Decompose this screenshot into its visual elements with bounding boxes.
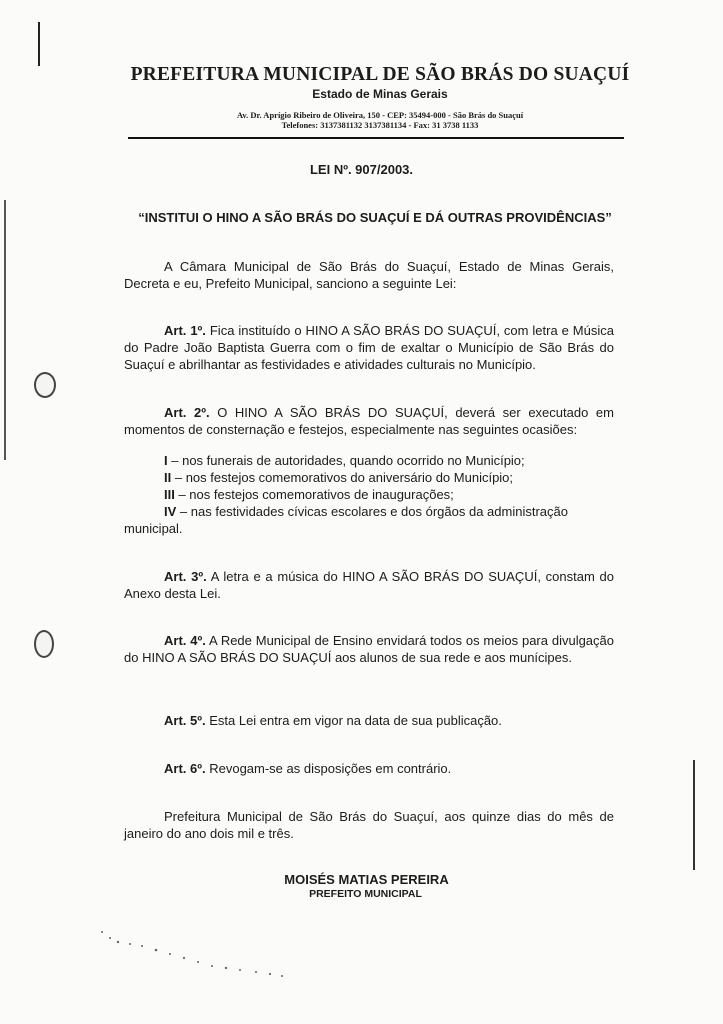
article-4 xyxy=(124,632,614,666)
letterhead-divider xyxy=(128,137,624,139)
article-label: Art. 1º. xyxy=(164,323,206,338)
law-number: LEI Nº. 907/2003. xyxy=(309,162,414,177)
letterhead-state: Estado de Minas Gerais xyxy=(312,87,448,101)
closing-text: Prefeitura Municipal de São Brás do Suaçuí, aos quinze dias do mês de janeiro do ano dois mil e três. xyxy=(124,809,614,841)
list-item xyxy=(164,469,614,486)
list-item xyxy=(164,486,614,503)
article-text: Revogam-se as disposições em contrário. xyxy=(209,761,452,776)
list-item xyxy=(164,503,614,520)
occasions-list xyxy=(164,452,614,520)
list-item-text: – nas festividades cívicas escolares e dos órgãos da administração xyxy=(179,504,568,519)
occasions-continuation: municipal. xyxy=(124,521,183,536)
list-item-text: – nos festejos comemorativos do aniversário do Município; xyxy=(174,470,514,485)
preamble-paragraph xyxy=(124,258,614,292)
signatory-name: MOISÉS MATIAS PEREIRA xyxy=(284,872,449,887)
list-item-text: – nos festejos comemorativos de inaugurações; xyxy=(178,487,454,502)
scan-edge-mark xyxy=(38,22,40,66)
preamble-text: A Câmara Municipal de São Brás do Suaçuí, Estado de Minas Gerais, Decreta e eu, Prefeito Municipal, sanciono a seguinte Lei: xyxy=(124,259,614,291)
article-label: Art. 6º. xyxy=(164,761,206,776)
article-6 xyxy=(124,760,614,777)
letterhead-title: PREFEITURA MUNICIPAL DE SÃO BRÁS DO SUAÇUÍ xyxy=(130,64,630,85)
article-2 xyxy=(124,404,614,438)
list-numeral: III xyxy=(164,487,175,502)
letterhead xyxy=(100,64,660,130)
list-item xyxy=(164,452,614,469)
article-label: Art. 3º. xyxy=(164,569,207,584)
scan-noise xyxy=(100,930,300,980)
article-text: A letra e a música do HINO A SÃO BRÁS DO SUAÇUÍ, constam do Anexo desta Lei. xyxy=(124,569,614,601)
article-text: O HINO A SÃO BRÁS DO SUAÇUÍ, deverá ser executado em momentos de consternação e festejos, especialmente nas seguintes ocasiões: xyxy=(124,405,614,437)
article-5 xyxy=(124,712,614,729)
article-1 xyxy=(124,322,614,373)
article-label: Art. 2º. xyxy=(164,405,210,420)
article-text: A Rede Municipal de Ensino envidará todos os meios para divulgação do HINO A SÃO BRÁS DO SUAÇUÍ aos alunos de sua rede e aos munícipes. xyxy=(124,633,614,665)
signatory-title: PREFEITO MUNICIPAL xyxy=(309,888,422,900)
list-numeral: II xyxy=(164,470,172,485)
article-label: Art. 4º. xyxy=(164,633,206,648)
law-subject: “INSTITUI O HINO A SÃO BRÁS DO SUAÇUÍ E DÁ OUTRAS PROVIDÊNCIAS” xyxy=(138,210,612,225)
punch-hole-icon xyxy=(34,630,54,658)
punch-hole-icon xyxy=(34,372,56,398)
list-numeral: I xyxy=(164,453,168,468)
letterhead-address: Av. Dr. Aprígio Ribeiro de Oliveira, 150 - CEP: 35494-000 - São Brás do Suaçuí xyxy=(236,110,524,120)
article-text: Esta Lei entra em vigor na data de sua publicação. xyxy=(209,713,502,728)
article-text: Fica instituído o HINO A SÃO BRÁS DO SUAÇUÍ, com letra e Música do Padre João Baptista Guerra com o fim de exaltar o Município de São Brás do Suaçuí e abrilhantar as festividades e atividades culturais no Município. xyxy=(124,323,614,372)
scan-edge-mark xyxy=(693,760,695,870)
scan-edge-mark xyxy=(4,200,6,460)
article-label: Art. 5º. xyxy=(164,713,206,728)
closing-paragraph xyxy=(124,808,614,842)
article-3 xyxy=(124,568,614,602)
list-numeral: IV xyxy=(164,504,177,519)
letterhead-phones: Telefones: 3137381132 3137381134 - Fax: 31 3738 1133 xyxy=(281,120,479,130)
list-item-text: – nos funerais de autoridades, quando ocorrido no Município; xyxy=(171,453,525,468)
